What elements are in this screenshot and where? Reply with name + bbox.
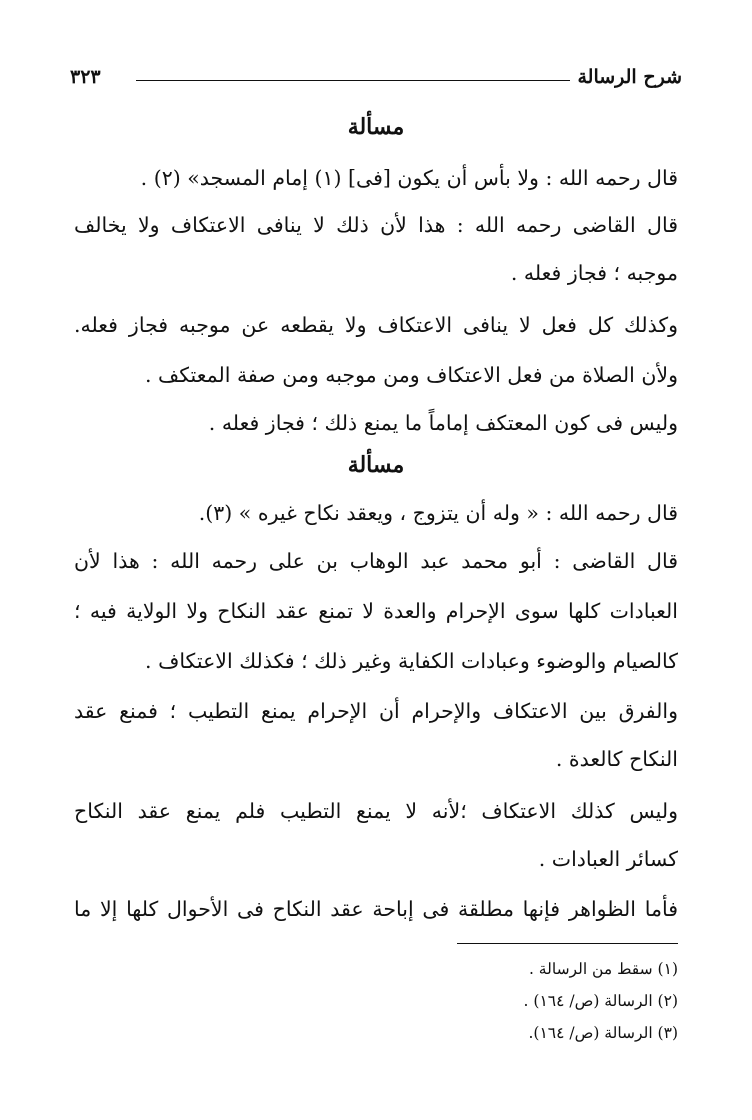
text-line: قال رحمه الله : « وله أن يتزوج ، ويعقد نكاح غيره » (٣). (198, 501, 678, 525)
footnote: (١) سقط من الرسالة . (528, 960, 678, 978)
running-header (70, 66, 682, 94)
text-line: قال القاضى : أبو محمد عبد الوهاب بن على رحمه الله : هذا لأن (74, 549, 678, 573)
text-line: كالصيام والوضوء وعبادات الكفاية وغير ذلك ؛ فكذلك الاعتكاف . (145, 649, 678, 673)
text-line: قال القاضى رحمه الله : هذا لأن ذلك لا ينافى الاعتكاف ولا يخالف (74, 213, 678, 237)
text-line: كسائر العبادات . (538, 847, 678, 871)
footnote: (٣) الرسالة (ص/ ١٦٤). (528, 1024, 678, 1042)
text-line: والفرق بين الاعتكاف والإحرام أن الإحرام يمنع التطيب ؛ فمنع عقد (74, 699, 678, 723)
text-line: موجبه ؛ فجاز فعله . (510, 261, 678, 285)
text-line: وكذلك كل فعل لا ينافى الاعتكاف ولا يقطعه عن موجبه فجاز فعله. (74, 313, 678, 337)
text-line: وليس كذلك الاعتكاف ؛لأنه لا يمنع التطيب فلم يمنع عقد النكاح (74, 799, 678, 823)
page-number: ٣٢٣ (70, 66, 101, 88)
text-line: العبادات كلها سوى الإحرام والعدة لا تمنع عقد النكاح ولا الولاية فيه ؛ (74, 599, 678, 623)
text-line: ولأن الصلاة من فعل الاعتكاف ومن موجبه ومن صفة المعتكف . (144, 363, 678, 387)
section-heading: مسألة (347, 452, 405, 478)
header-title: شرح الرسالة (577, 66, 682, 88)
header-rule (136, 80, 570, 81)
text-line: وليس فى كون المعتكف إماماً ما يمنع ذلك ؛ فجاز فعله . (208, 411, 678, 435)
text-line: قال رحمه الله : ولا بأس أن يكون [فى] (١) إمام المسجد» (٢) . (140, 166, 678, 190)
text-line: فأما الظواهر فإنها مطلقة فى إباحة عقد النكاح فى الأحوال كلها إلا ما (74, 897, 678, 921)
footnote: (٢) الرسالة (ص/ ١٦٤) . (523, 992, 678, 1010)
footnote-rule (457, 943, 678, 944)
text-line: النكاح كالعدة . (555, 747, 678, 771)
section-heading: مسألة (347, 114, 405, 140)
